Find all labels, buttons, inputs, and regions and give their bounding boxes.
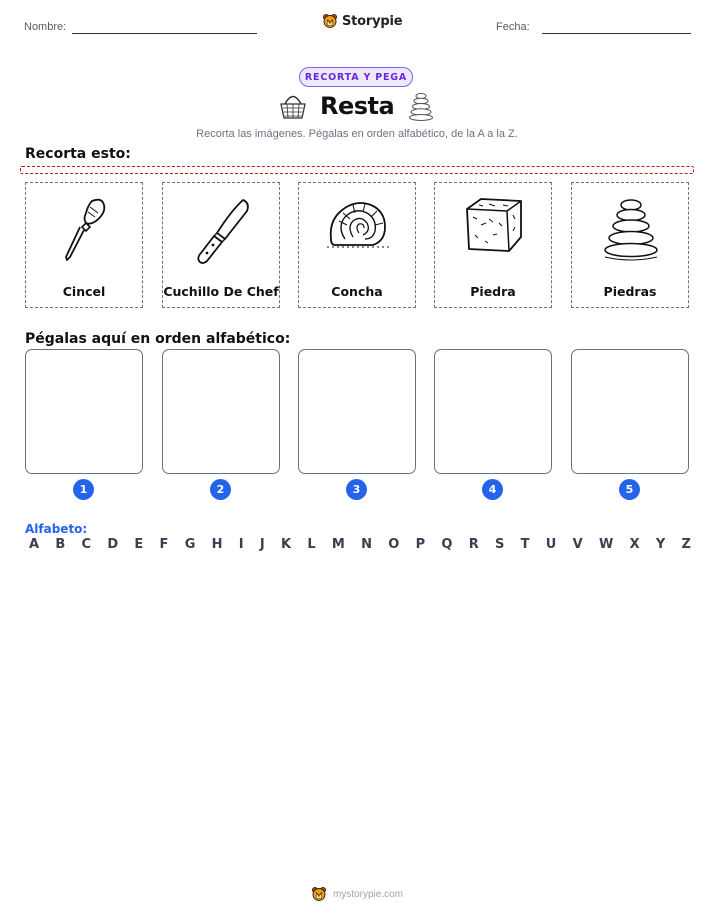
- alphabet-letter: G: [184, 537, 196, 552]
- alphabet-letter: F: [159, 537, 169, 552]
- name-line: [72, 33, 257, 34]
- footer-url[interactable]: mystorypie.com: [332, 888, 403, 900]
- alphabet-letter: H: [211, 537, 223, 552]
- alphabet-letter: J: [259, 537, 265, 552]
- cut-card-stone[interactable]: [434, 182, 552, 308]
- alphabet-letter: Q: [441, 537, 453, 552]
- alphabet-letter: O: [388, 537, 400, 552]
- cut-card-chef-knife[interactable]: [162, 182, 280, 308]
- shell-icon: [323, 191, 393, 271]
- slot-number-5: 5: [619, 479, 640, 500]
- alphabet-letter: K: [281, 537, 292, 552]
- cut-card-stones[interactable]: [571, 182, 689, 308]
- alphabet-letter: A: [29, 537, 40, 552]
- page-title: Resta: [320, 92, 395, 120]
- alphabet-letter: D: [107, 537, 119, 552]
- paste-box-1[interactable]: [25, 349, 143, 474]
- alphabet-letter: M: [331, 537, 345, 552]
- slot-number-1: 1: [73, 479, 94, 500]
- stacked-stones-icon: [407, 91, 435, 121]
- stacked-stones-icon: [596, 191, 666, 271]
- paste-box-3[interactable]: [298, 349, 416, 474]
- cut-section-title: Recorta esto:: [25, 146, 131, 162]
- date-line: [542, 33, 691, 34]
- alphabet-letter: Y: [655, 537, 666, 552]
- cut-card-shell[interactable]: [298, 182, 416, 308]
- alphabet-letter: B: [55, 537, 66, 552]
- storypie-logo: [322, 13, 402, 29]
- bear-mascot-icon: [322, 13, 338, 29]
- stone-icon: [459, 191, 529, 271]
- alphabet-letter: I: [238, 537, 244, 552]
- alphabet-letter: L: [307, 537, 316, 552]
- paste-box-4[interactable]: [434, 349, 552, 474]
- card-label: Piedra: [470, 284, 516, 299]
- paste-box-2[interactable]: [162, 349, 280, 474]
- card-label: Concha: [331, 284, 383, 299]
- activity-badge: RECORTA Y PEGA: [299, 67, 413, 87]
- date-label: Fecha:: [496, 21, 530, 33]
- chisel-icon: [50, 191, 120, 271]
- alphabet-title: Alfabeto:: [25, 522, 88, 536]
- slot-number-2: 2: [210, 479, 231, 500]
- alphabet-letter: R: [468, 537, 479, 552]
- alphabet-letter: C: [81, 537, 92, 552]
- alphabet-letter: U: [545, 537, 557, 552]
- brand-name: Storypie: [342, 13, 403, 29]
- alphabet-row: [29, 537, 691, 552]
- card-label: Cuchillo De Chef: [163, 284, 279, 299]
- name-label: Nombre:: [24, 21, 67, 33]
- chef-knife-icon: [187, 191, 257, 271]
- alphabet-letter: T: [520, 537, 530, 552]
- alphabet-letter: P: [415, 537, 426, 552]
- alphabet-letter: Z: [681, 537, 691, 552]
- paste-section-title: Pégalas aquí en orden alfabético:: [25, 331, 291, 347]
- footer: [0, 886, 714, 902]
- basket-icon: [277, 91, 309, 121]
- paste-box-5[interactable]: [571, 349, 689, 474]
- slot-number-3: 3: [346, 479, 367, 500]
- alphabet-letter: X: [629, 537, 640, 552]
- instructions: Recorta las imágenes. Pégalas en orden alfabético, de la A a la Z.: [196, 128, 518, 140]
- alphabet-letter: S: [495, 537, 505, 552]
- cut-line: [20, 166, 694, 174]
- alphabet-letter: E: [134, 537, 144, 552]
- card-label: Cincel: [62, 284, 106, 299]
- card-label: Piedras: [603, 284, 657, 299]
- alphabet-letter: V: [572, 537, 583, 552]
- alphabet-letter: W: [598, 537, 614, 552]
- slot-number-4: 4: [482, 479, 503, 500]
- alphabet-letter: N: [361, 537, 373, 552]
- cut-card-chisel[interactable]: [25, 182, 143, 308]
- bear-mascot-icon: [311, 886, 327, 902]
